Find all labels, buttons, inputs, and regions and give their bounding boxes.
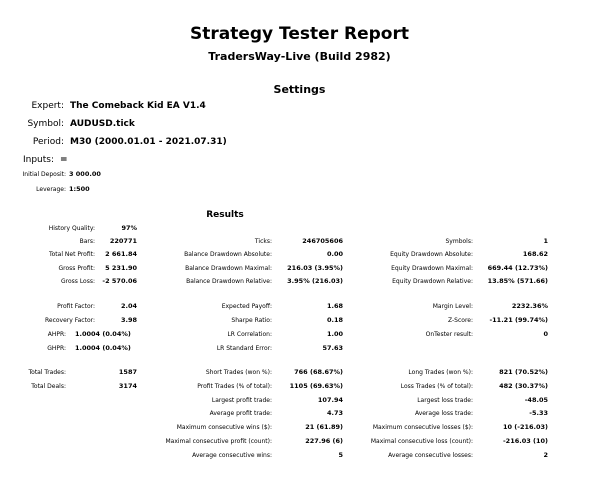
- equity-dd-maximal-value: 669.44 (12.73%): [487, 264, 548, 272]
- symbol-label: Symbol:: [27, 119, 64, 129]
- profit-trades-label: Profit Trades (% of total):: [197, 383, 272, 390]
- equity-dd-absolute-label: Equity Drawdown Absolute:: [390, 251, 473, 258]
- ontester-result-value: 0: [543, 330, 548, 338]
- average-consecutive-wins-label: Average consecutive wins:: [192, 452, 272, 459]
- ahpr-label: AHPR:: [47, 331, 66, 338]
- max-consecutive-wins-label: Maximum consecutive wins ($):: [176, 424, 272, 431]
- leverage-label: Leverage:: [36, 186, 66, 193]
- lr-standard-error-value: 57.63: [322, 344, 343, 352]
- total-net-profit-label: Total Net Profit:: [48, 251, 95, 258]
- ticks-label: Ticks:: [254, 238, 272, 245]
- total-net-profit-value: 2 661.84: [105, 250, 137, 258]
- equity-dd-relative-label: Equity Drawdown Relative:: [392, 278, 473, 285]
- gross-profit-label: Gross Profit:: [58, 265, 95, 272]
- equity-dd-absolute-value: 168.62: [522, 250, 548, 258]
- balance-dd-absolute-value: 0.00: [326, 250, 343, 258]
- recovery-factor-label: Recovery Factor:: [44, 317, 95, 324]
- long-trades-value: 821 (70.52%): [499, 368, 548, 376]
- balance-dd-absolute-label: Balance Drawdown Absolute:: [184, 251, 272, 258]
- max-consecutive-losses-label: Maximum consecutive losses ($):: [372, 424, 473, 431]
- maximal-consecutive-loss-label: Maximal consecutive loss (count):: [370, 438, 473, 445]
- period-label: Period:: [32, 137, 64, 147]
- profit-factor-label: Profit Factor:: [57, 303, 95, 310]
- average-consecutive-losses-label: Average consecutive losses:: [388, 452, 473, 459]
- lr-standard-error-label: LR Standard Error:: [216, 345, 272, 352]
- settings-heading: Settings: [273, 83, 326, 96]
- ahpr-value: 1.0004 (0.04%): [75, 330, 131, 338]
- maximal-consecutive-profit-label: Maximal consecutive profit (count):: [165, 438, 272, 445]
- largest-loss-trade-value: -48.05: [524, 396, 548, 404]
- average-consecutive-losses-value: 2: [543, 451, 548, 459]
- equity-dd-relative-value: 13.85% (571.66): [487, 277, 548, 285]
- balance-dd-maximal-label: Balance Drawdown Maximal:: [185, 265, 272, 272]
- average-loss-trade-label: Average loss trade:: [414, 410, 473, 417]
- z-score-value: -11.21 (99.74%): [489, 316, 548, 324]
- initial-deposit-value: 3 000.00: [69, 170, 101, 178]
- report-title: Strategy Tester Report: [190, 24, 409, 44]
- profit-trades-value: 1105 (69.63%): [289, 382, 343, 390]
- recovery-factor-value: 3.98: [120, 316, 137, 324]
- equity-dd-maximal-label: Equity Drawdown Maximal:: [391, 265, 473, 272]
- loss-trades-label: Loss Trades (% of total):: [400, 383, 473, 390]
- lr-correlation-label: LR Correlation:: [227, 331, 272, 338]
- margin-level-label: Margin Level:: [432, 303, 473, 310]
- expert-value: The Comeback Kid EA V1.4: [70, 101, 206, 111]
- expected-payoff-value: 1.68: [326, 302, 343, 310]
- results-heading: Results: [206, 210, 244, 220]
- history-quality-label: History Quality:: [48, 225, 95, 232]
- average-consecutive-wins-value: 5: [338, 451, 343, 459]
- expert-label: Expert:: [31, 101, 64, 111]
- largest-profit-trade-label: Largest profit trade:: [211, 397, 272, 404]
- lr-correlation-value: 1.00: [326, 330, 343, 338]
- margin-level-value: 2232.36%: [511, 302, 548, 310]
- bars-value: 220771: [109, 237, 137, 245]
- history-quality-value: 97%: [121, 224, 137, 232]
- symbol-value: AUDUSD.tick: [70, 119, 135, 129]
- ticks-value: 246705606: [302, 237, 343, 245]
- initial-deposit-label: Initial Deposit:: [22, 171, 66, 178]
- short-trades-value: 766 (68.67%): [294, 368, 343, 376]
- symbols-label: Symbols:: [445, 238, 473, 245]
- ghpr-value: 1.0004 (0.04%): [75, 344, 131, 352]
- inputs-value: =: [60, 155, 68, 165]
- long-trades-label: Long Trades (won %):: [408, 369, 473, 376]
- z-score-label: Z-Score:: [448, 317, 473, 324]
- sharpe-ratio-value: 0.18: [326, 316, 343, 324]
- ghpr-label: GHPR:: [47, 345, 66, 352]
- inputs-label: Inputs:: [22, 155, 54, 165]
- total-deals-value: 3174: [118, 382, 137, 390]
- average-profit-trade-value: 4.73: [326, 409, 343, 417]
- max-consecutive-wins-value: 21 (61.89): [305, 423, 343, 431]
- short-trades-label: Short Trades (won %):: [205, 369, 272, 376]
- balance-dd-relative-value: 3.95% (216.03): [287, 277, 343, 285]
- profit-factor-value: 2.04: [120, 302, 137, 310]
- symbols-value: 1: [543, 237, 548, 245]
- maximal-consecutive-loss-value: -216.03 (10): [502, 437, 548, 445]
- total-trades-value: 1587: [118, 368, 137, 376]
- period-value: M30 (2000.01.01 - 2021.07.31): [70, 137, 227, 147]
- average-profit-trade-label: Average profit trade:: [209, 410, 272, 417]
- balance-dd-maximal-value: 216.03 (3.95%): [287, 264, 343, 272]
- average-loss-trade-value: -5.33: [529, 409, 548, 417]
- maximal-consecutive-profit-value: 227.96 (6): [305, 437, 343, 445]
- gross-loss-label: Gross Loss:: [61, 278, 95, 285]
- balance-dd-relative-label: Balance Drawdown Relative:: [186, 278, 272, 285]
- gross-profit-value: 5 231.90: [105, 264, 137, 272]
- largest-loss-trade-label: Largest loss trade:: [417, 397, 473, 404]
- expected-payoff-label: Expected Payoff:: [221, 303, 272, 310]
- bars-label: Bars:: [79, 238, 95, 245]
- gross-loss-value: -2 570.06: [102, 277, 137, 285]
- ontester-result-label: OnTester result:: [425, 331, 473, 338]
- largest-profit-trade-value: 107.94: [317, 396, 343, 404]
- sharpe-ratio-label: Sharpe Ratio:: [231, 317, 272, 324]
- report-subtitle: TradersWay-Live (Build 2982): [208, 50, 391, 63]
- leverage-value: 1:500: [69, 185, 90, 193]
- max-consecutive-losses-value: 10 (-216.03): [502, 423, 548, 431]
- total-deals-label: Total Deals:: [31, 383, 66, 390]
- total-trades-label: Total Trades:: [28, 369, 66, 376]
- loss-trades-value: 482 (30.37%): [499, 382, 548, 390]
